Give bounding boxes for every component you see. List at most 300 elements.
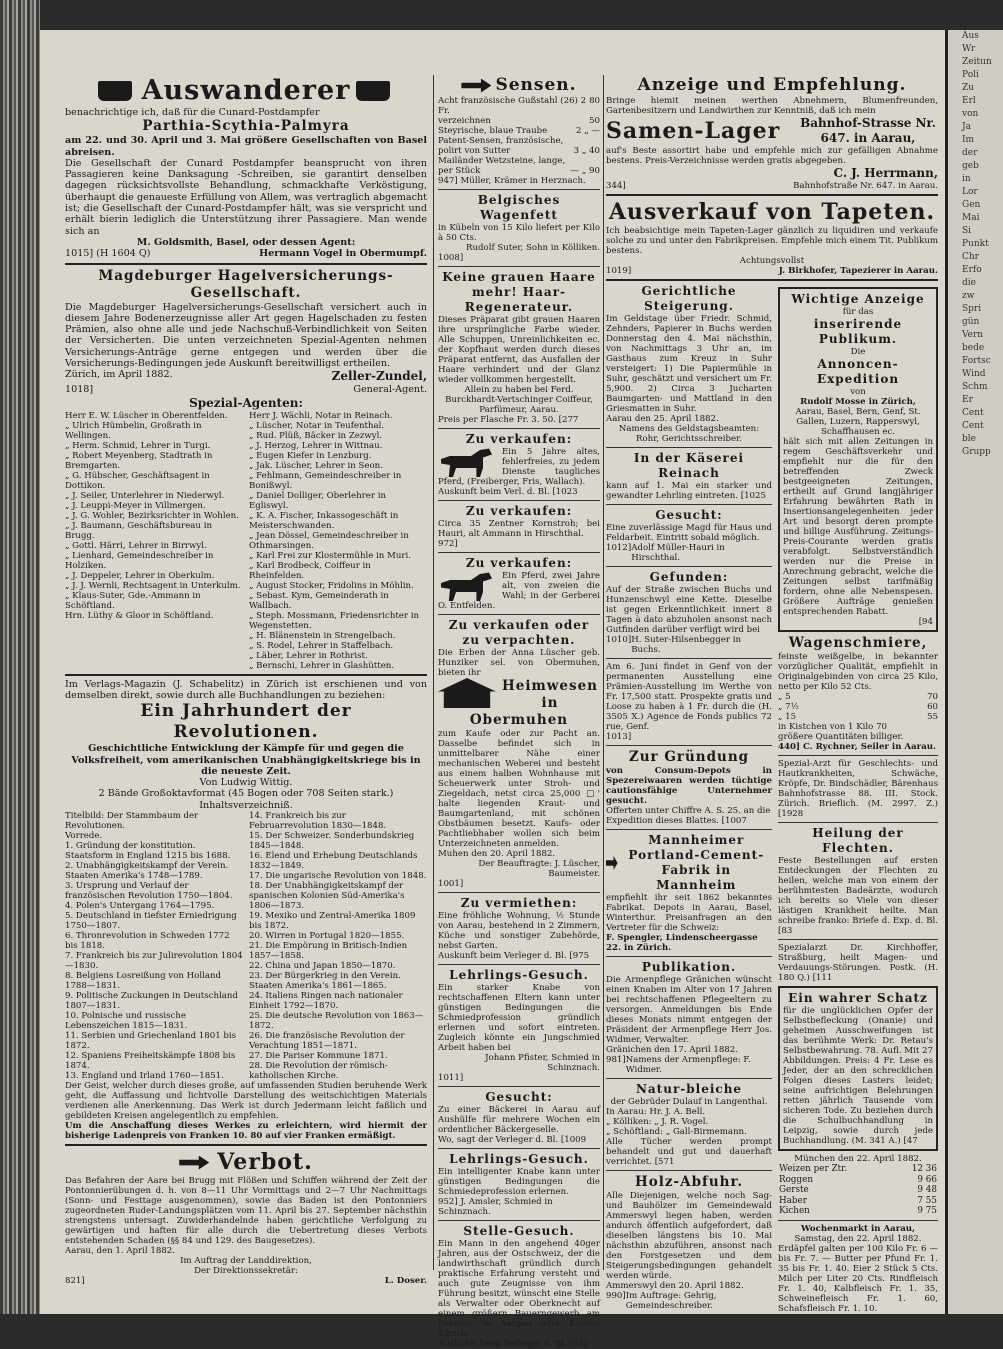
price-row — [438, 96, 600, 116]
divider — [606, 447, 772, 448]
agents-title: Spezial-Agenten: — [189, 395, 303, 410]
apprentice1-ref: 1011] — [438, 1073, 464, 1083]
steamship-icon — [356, 81, 390, 101]
agent-entry: „ H. Blänenstein in Strengelbach. — [249, 630, 396, 641]
toc-entry: 14. Frankreich bis zur Februarrevolution 1830—1848. — [249, 811, 387, 832]
price-value: 55 — [927, 712, 938, 722]
divider — [65, 263, 427, 265]
grease-ad — [778, 635, 938, 752]
divider — [606, 1170, 772, 1171]
agent-entry: „ Lienhard, Gemeindeschreiber in Holziken. — [65, 550, 214, 571]
toc-entry: 2. Unabhängigkeitskampf der Verein. Staaten Amerika's 1748—1789. — [65, 861, 229, 882]
straw-sale — [438, 504, 600, 549]
steamship-icon — [98, 81, 132, 101]
next-page-fragment: Cent — [962, 408, 984, 418]
emigrants-ref: 1015] (H 1604 Q) — [65, 248, 151, 260]
divider — [438, 964, 600, 965]
agent-entry: „ Herm. Schmid, Lehrer in Turgi. — [65, 440, 211, 451]
divider — [606, 956, 772, 957]
agent-entry: „ Klaus-Suter, Gde.-Ammann in Schöftland. — [65, 590, 201, 611]
agent-entry: „ Bernschi, Lehrer in Glashütten. — [249, 660, 395, 671]
agent-entry: „ Robert Meyenberg, Stadtrath in Bremgarten. — [65, 450, 213, 471]
market-grain: Kichen — [779, 1206, 810, 1216]
agent-entry: Hrn. Lüthy & Gloor in Schöftland. — [65, 610, 214, 621]
price-quantity: „ 7½ — [778, 702, 799, 712]
apprentice2-title: Lehrlings-Gesuch. — [449, 1152, 589, 1166]
box-body: hält sich mit allen Zeitungen in regem Geschäftsverkehr und empfiehlt nur die für den betreffenden Zweck bestgeeigneten Zeitungen, ertheilt auf Grund langjähriger Erfahrung bewährten Rath in Insertionsangelegenheiten jeder Art und besorgt deren prompte und billige Ausführung. Zeitungs-Preis-Courante werden gratis verabfolgt. Selbstverständlich werden nur die Preise in Anrechnung gebracht, welche die Zeitungen selbst tarifmäßig fordern, ohne alle Nebenspesen. Größere Aufträge genießen entsprechenden Rabatt. — [783, 437, 933, 617]
toc-entry: 12. Spaniens Freiheitskämpfe 1808 bis 1874. — [65, 1051, 236, 1072]
market-date: München den 22. April 1882. — [794, 1154, 922, 1164]
market-row — [778, 1164, 938, 1175]
box-the: Die — [850, 347, 866, 357]
next-page-fragment: Poli — [962, 70, 979, 80]
wallpaper-body: Ich beabsichtige mein Tapeten-Lager gänzlich zu liquidiren und verkaufe solche zu und unter den Fabrikpreisen. Empfehle mich einem Tit. Publikum bestens. — [606, 226, 938, 256]
agent-entry: „ J. Baumann, Geschäftsbureau in Brugg. — [65, 520, 212, 541]
next-page-fragment: zw — [962, 291, 975, 301]
lease-intro: Die Erben der Anna Lüscher geb. Hunziker sel. von Obermuhen, bieten ihr — [438, 648, 600, 678]
apprentice2-body: Ein intelligenter Knabe kann unter günstigen Bedingungen die Schmiedeprofession erlernen. — [438, 1167, 600, 1197]
apprentice2-ref: 952] J. Amsler, Schmied in Schinznach. — [438, 1197, 553, 1217]
coop-body: von Consum-Depots in Spezereiwaaren werden tüchtige cautionsfähige Unternehmer gesucht. — [606, 766, 772, 806]
wood-who: Im Auftrage: Gehrig, Gemeindeschreiber. — [625, 1291, 717, 1311]
toc-entry: 19. Mexiko und Zentral-Amerika 1809 bis 1872. — [249, 911, 416, 932]
clinic-ad: Spezialarzt Dr. Kirchhoffer, Straßburg, heilt Magen- und Verdauungs-Störungen. Postk. (H. 180 Q.) [111 — [778, 943, 938, 983]
divider — [438, 892, 600, 893]
seeds-body: auf's Beste assortirt habe und empfehle mich zur gefälligen Abnahme bestens. Preis-Verzeichnisse werden gratis abgegeben. — [606, 146, 938, 166]
hair-body: Dieses Präparat gibt grauen Haaren ihre ursprüngliche Farbe wieder. Alle Schuppen, Unreinlichkeiten ec. der Kopfhaut werden durch dieses Präparat entfernt, das Ausfallen der Haare verhindert und der Glanz wieder vollkommen hergestellt. — [438, 315, 600, 385]
toc-entry: 10. Polnische und russische Lebenszeichen 1815—1831. — [65, 1011, 188, 1032]
divider — [65, 674, 427, 676]
wood-ad — [606, 1174, 772, 1311]
toc-entry: 24. Italiens Ringen nach nationaler Einheit 1792—1870. — [249, 991, 403, 1012]
toc-entry: 6. Thronrevolution in Schweden 1772 bis 1818. — [65, 931, 230, 952]
agent-entry: „ Fehlmann, Gemeindeschreiber in Bonißwyl. — [249, 470, 402, 491]
price-row — [438, 166, 600, 176]
market-price: 12 36 — [911, 1164, 937, 1174]
hair-ad — [438, 270, 600, 425]
hair-sellers: Allein zu haben bei Ferd. Burckhardt-Vertschinger Coiffeur, Parfümeur, Aarau. — [445, 385, 593, 415]
sale2-title: Zu verkaufen: — [465, 504, 573, 518]
treasure-title: Ein wahrer Schatz — [788, 991, 928, 1005]
next-page-edge — [945, 30, 1003, 1314]
book-toc-title: Inhaltsverzeichniß. — [199, 799, 293, 811]
seeds-shop: Samen-Lager — [606, 117, 781, 144]
horse-sale-1 — [438, 432, 600, 497]
found-ad — [606, 570, 772, 655]
weekly-body: Erdäpfel galten per 100 Kilo Fr. 6 — bis Fr. 7. — Butter per Pfund Fr. 1. 35 bis Fr. 1. 40. Eier 2 Stück 5 Cts. Milch per Liter 20 Cts. Rindfleisch Fr. 1. 40, Kalbfleisch Fr. 1. 35, Schweinefleisch Fr. 1. 60, Schafsfleisch Fr. 1. 10. — [778, 1243, 938, 1314]
price-value: 3 „ 40 — [573, 146, 600, 156]
agent-entry: „ Karl Frei zur Klostermühle in Muri. — [249, 550, 411, 561]
book-ad — [65, 679, 427, 1141]
book-closing: Der Geist, welcher durch dieses große, auf umfassenden Studien beruhende Werk geht, die Auffassung und lichtvolle Darstellung des weitschichtigen Materials verdienen alle Anerkennung. Das Werk ist durch Jedermann leicht faßlich und gebildeten Kreisen angelegentlich zu empfehlen. — [65, 1081, 427, 1122]
next-page-fragment: Chr — [962, 252, 979, 262]
divider — [606, 1078, 772, 1079]
seeds-street: Bahnhof-Strasse Nr. 647. in Aarau, — [800, 116, 936, 145]
auction-title: Gerichtliche Steigerung. — [641, 284, 737, 313]
wagon-title: Belgisches Wagenfett — [477, 193, 561, 222]
sale1-title: Zu verkaufen: — [465, 432, 573, 446]
agents-list — [65, 411, 427, 671]
job-title: Stelle-Gesuch. — [463, 1224, 575, 1238]
toc-entry: Vorrede. — [65, 831, 103, 842]
next-page-fragment: Fortsc — [962, 356, 991, 366]
hail-insurance-ad — [65, 268, 427, 671]
hail-ref: 1018] — [65, 384, 94, 396]
price-item: polirt von Sutter — [438, 146, 511, 156]
price-item: Patent-Sensen, französische, — [438, 136, 564, 146]
price-item: per Stück — [438, 166, 481, 176]
lease-ref: 1001] — [438, 879, 464, 889]
bleach-agents — [606, 1107, 772, 1137]
toc-entry: 1. Gründung der konstitution. Staatsform in England 1215 bis 1688. — [65, 841, 231, 862]
bleach-body: Alle Tücher werden prompt behandelt und gut und dauerhaft verrichtet. [571 — [606, 1137, 772, 1167]
seeds-signer: C. J. Herrmann, — [833, 166, 938, 180]
toc-entry: 13. England und Irland 1760—1851. — [65, 1071, 224, 1082]
scythes-title: Sensen. — [495, 75, 577, 95]
wanted-title: Gesucht: — [485, 1090, 553, 1104]
lottery-ref: 1013] — [606, 732, 632, 742]
agent-entry: Herr E. W. Lüscher in Oberentfelden. — [65, 410, 228, 421]
coop-ref: Offerten unter Chiffre A. S. 25. an die Expedition dieses Blattes. [1007 — [606, 806, 771, 826]
price-item: Acht französische Gußstahl (26) 2 Fr. — [438, 96, 587, 116]
notice-body: Die Armenpflege Gränichen wünscht einen Knaben im Alter von 17 Jahren bei rechtschaffenen Pflegeeltern zu versorgen. Anmeldungen bis Ende dieses Monats nimmt entgegen der Präsident der Armenpflege Herr Jos. Widmer, Verwalter. — [606, 975, 772, 1045]
cement-rep: F. Spengler, Lindenscheergasse 22. in Zürich. — [606, 933, 758, 953]
emigrants-line2: am 22. und 30. April und 3. Mai größere Gesellschaften von Basel abreisen. — [65, 135, 427, 158]
toc-right — [249, 811, 427, 1081]
market-table — [778, 1164, 938, 1217]
toc-entry: 9. Politische Zuckungen in Deutschland 1807—1831. — [65, 991, 238, 1012]
book-offer: Um die Anschaffung dieses Werkes zu erleichtern, wird hiermit der bisherige Ladenpreis von Franken 10. 80 auf vier Franken ermäßigt. — [65, 1121, 427, 1142]
wagon-grease-ad — [438, 193, 600, 263]
agent-entry: „ Steph. Mossmann, Friedensrichter in Wegenstetten. — [249, 610, 420, 631]
price-row — [438, 136, 600, 146]
next-page-fragment: Lor — [962, 187, 978, 197]
toc-entry: 17. Die ungarische Revolution von 1848. — [249, 871, 427, 882]
grease-more: größere Quantitäten billiger. — [778, 732, 904, 742]
hail-title: Magdeburger Hagelversicherungs-Gesellschaft. — [98, 267, 394, 301]
cement-ad — [606, 833, 772, 953]
price-row — [438, 146, 600, 156]
column-3 — [606, 75, 938, 1314]
divider — [438, 552, 600, 553]
ban-place: Aarau, den 1. April 1882. — [65, 1246, 175, 1257]
agent-entry: „ J. Leuppi-Meyer in Villmergen. — [65, 500, 206, 511]
wallpaper-ad — [606, 199, 938, 276]
wanted-ref: Wo, sagt der Verleger d. Bl. [1009 — [438, 1135, 587, 1145]
rent-ref: Auskunft beim Verleger d. Bl. [975 — [438, 951, 590, 961]
next-page-fragment: Schm — [962, 382, 988, 392]
divider — [778, 1220, 938, 1221]
agent-entry: „ Eugen Kiefer in Lenzburg. — [249, 450, 372, 461]
divider — [438, 428, 600, 429]
next-page-fragment: Cent — [962, 421, 984, 431]
bleach-agent: „ Schöftland: „ Gall-Birmemann. — [606, 1127, 747, 1137]
toc-entry: 11. Serbien und Griechenland 1801 bis 1872. — [65, 1031, 237, 1052]
ban-notice — [65, 1149, 427, 1286]
box-expedition: Annoncen-Expedition — [816, 357, 900, 386]
treasure-ad — [778, 986, 938, 1151]
sale2-ref: 972] — [438, 539, 458, 549]
seeds-ref: 344] — [606, 181, 626, 191]
cheese-body: kann auf 1. Mai ein starker und gewandter Lehrling eintreten. [1025 — [606, 481, 772, 501]
agent-entry: „ J. Seiler, Unterlehrer in Niederwyl. — [65, 490, 225, 501]
hair-title: Keine grauen Haare mehr! Haar-Regenerateur. — [442, 270, 596, 314]
skin-title: Heilung der Flechten. — [812, 826, 904, 855]
grease-tin: in Kistchen von 1 Kilo 70 — [778, 722, 887, 732]
seeds-ad — [606, 75, 938, 191]
book-title: Ein Jahrhundert der Revolutionen. — [140, 701, 352, 743]
divider — [438, 1086, 600, 1087]
wanted-body: Zu einer Bäckerei in Aarau auf Aushülfe für mehrere Wochen ein ordentlicher Bäckergeselle. — [438, 1105, 600, 1135]
wallpaper-sign: Achtungsvollst — [739, 256, 805, 266]
notice-who: Namens der Armenpflege: F. Widmer. — [625, 1055, 751, 1075]
apprentice1-who: Johann Pfister, Schmied in Schinznach. — [485, 1053, 600, 1073]
next-page-fragment: gün — [962, 317, 980, 327]
toc-entry: 4. Polen's Untergang 1764—1795. — [65, 901, 215, 912]
ban-secretary: Der Direktionssekretär: — [194, 1266, 298, 1277]
divider — [438, 500, 600, 501]
box-ref: [94 — [918, 617, 933, 627]
price-row — [778, 712, 938, 722]
column-2 — [438, 75, 600, 1349]
next-page-fragment: Gen — [962, 200, 981, 210]
next-page-fragment: Im — [962, 135, 975, 145]
grease-seller: 440] C. Rychner, Seiler in Aarau. — [778, 742, 937, 752]
wagon-ref: 1008] — [438, 253, 464, 263]
auction-office: Namens des Geldstagsbeamten: Rohr, Gerichtsschreiber. — [618, 424, 760, 444]
emigrants-agent2: Hermann Vogel in Obermumpf. — [259, 248, 427, 260]
apprentice-ad-1 — [438, 968, 600, 1083]
apprentice1-body: Ein starker Knabe von rechtschaffenen Eltern kann unter günstigen Bedingungen die Schmiedprofession gründlich erlernen und sofort eintreten. Zugleich könnte ein Jungschmied Arbeit haben bei — [438, 983, 600, 1053]
next-page-fragment: Spri — [962, 304, 982, 314]
divider — [438, 1148, 600, 1149]
scythes-ad — [438, 75, 600, 186]
wood-body: Alle Diejenigen, welche noch Sag- und Bauhölzer im Gemeindewald Ammerswyl liegen haben, werden andurch öffentlich aufgefordert, daß dieselben längstens bis 10. Mai nächsthin abzuführen, ansonst nach den Forstgesetzen und dem Steigerungsbedingungen gehandelt werden würde. — [606, 1191, 772, 1281]
market-row — [778, 1206, 938, 1217]
agent-entry: „ Jean Dössel, Gemeindeschreiber in Othmarsingen. — [249, 530, 409, 551]
maid-who: Adolf Müller-Hauri in Hirschthal. — [631, 543, 725, 563]
divider — [438, 189, 600, 190]
maid-title: Gesucht: — [655, 508, 723, 522]
grease-title: Wagenschmiere, — [788, 635, 928, 651]
found-title: Gefunden: — [649, 570, 729, 584]
maid-wanted-ad — [606, 508, 772, 563]
auction-body: Im Geldstage über Friedr. Schmid, Zehnders, Papierer in Buchs werden Donnerstag den 4. Mai nächsthin, von Nachmittags 3 Uhr an, im Gasthaus zum Kreuz in Suhr versteigert: 1) Die Papiermühle in Suhr, geschätzt und versichert um Fr. 5,900. 2) Circa 3 Jucharten Baumgarten- und Mattland in den Griesmatten in Suhr. — [606, 314, 772, 414]
bleach-title: Natur-bleiche — [635, 1082, 743, 1096]
emigrants-ships: Parthia-Scythia-Palmyra — [142, 118, 350, 135]
toc-entry: 25. Die deutsche Revolution von 1863—1872. — [249, 1011, 424, 1032]
publication-notice — [606, 960, 772, 1075]
wood-place: Ammerswyl den 20. April 1882. — [606, 1281, 744, 1291]
seeds-intro: Bringe hiemit meinen werthen Abnehmern, Blumenfreunden, Gartenbesitzern und Landwirthen zur Kenntniß, daß ich mein — [606, 96, 938, 116]
coop-title: Zur Gründung — [628, 749, 750, 765]
agent-entry: „ Jak. Lüscher, Lehrer in Seon. — [249, 460, 383, 471]
grease-prices — [778, 692, 938, 722]
apprentice-ad-2 — [438, 1152, 600, 1217]
baker-wanted-ad — [438, 1090, 600, 1145]
price-row — [438, 156, 600, 166]
column-rule — [603, 75, 604, 1270]
market-price: 9 48 — [917, 1185, 937, 1195]
agents-left — [65, 411, 243, 671]
divider — [438, 266, 600, 267]
next-page-fragment: Zu — [962, 83, 975, 93]
book-volumes: 2 Bände Großoktavformat (45 Bogen oder 708 Seiten stark.) — [98, 788, 394, 800]
divider — [606, 504, 772, 505]
column-1 — [65, 75, 427, 1287]
price-item: Mailänder Wetzsteine, lange, — [438, 156, 566, 166]
agents-right — [249, 411, 427, 671]
horse-sale-2 — [438, 556, 600, 611]
wallpaper-ref: 1019] — [606, 266, 632, 276]
toc-entry: 27. Die Pariser Kommune 1871. — [249, 1051, 388, 1062]
lease-body: zum Kaufe oder zur Pacht an. Dasselbe befindet sich in unmittelbarer Nähe einer mechanischen Weberei und besteht aus einem halben Wohnhause mit Scheuerwerk unter Stroh- und Ziegeldach, netst circa 25,000 □' halte liegenden Kraut- und Baumgartenland, mit schönen Obstbäumen besetzt. Kaufs- oder Pachtliebhaber wollen sich beim Unterzeichneten anmelden. — [438, 729, 600, 849]
next-page-fragment: geb — [962, 161, 979, 171]
lease-place: Muhen den 20. April 1882. — [438, 849, 556, 859]
bleach-agent: „ Kölliken: „ J. R. Vogel. — [606, 1117, 709, 1127]
divider — [778, 822, 938, 823]
pointing-hand-icon — [461, 79, 491, 93]
divider — [606, 745, 772, 746]
market-grain: Haber — [779, 1195, 807, 1206]
job-body: Ein Mann in den angehend 40ger Jahren, aus der Ostschweiz, der die landwirthschaft gründlich durch praktische Erfahrung versteht und auch gute Zeugnisse von ihm Führung besitzt, wünscht eine Stelle als Verwalter oder Oberknecht auf einem größern Bauerngewerb am liebsten im Aargau oder Kanton Zürich. — [438, 1239, 600, 1339]
sale3-title: Zu verkaufen: — [465, 556, 573, 570]
cheese-dairy-ad — [606, 451, 772, 501]
toc-entry: 7. Frankreich bis zur Julirevolution 1804—1830. — [65, 951, 243, 972]
next-page-fragment: Vern — [962, 330, 984, 340]
emigrants-agent: M. Goldsmith, Basel, oder dessen Agent: — [136, 236, 356, 248]
box-from: von — [850, 387, 866, 397]
cheese-title: In der Käserei Reinach — [633, 451, 745, 480]
next-page-fragment: Si — [962, 226, 972, 236]
sale1-ref: Auskunft beim Verl. d. Bl. [1023 — [438, 487, 578, 497]
divider — [606, 658, 772, 659]
emigrants-line1: benachrichtige ich, daß für die Cunard-Postdampfer — [65, 107, 320, 118]
column-3-right — [778, 284, 938, 1314]
next-page-fragment: Erl — [962, 96, 976, 106]
property-ad — [438, 618, 600, 889]
next-page-fragment: Er — [962, 395, 973, 405]
next-page-fragment: Zeitun — [962, 57, 992, 67]
agent-entry: „ K. A. Fischer, Inkassogeschäft in Meisterschwanden. — [249, 510, 399, 531]
wagon-seller: Rudolf Suter, Sohn in Kölliken. — [466, 243, 600, 253]
toc-entry: 8. Belgiens Losreißung von Holland 1788—1831. — [65, 971, 221, 992]
book-intro: Im Verlags-Magazin (J. Schabelitz) in Zürich ist erschienen und von demselben direkt, sowie durch alle Buchhandlungen zu beziehen: — [65, 678, 427, 701]
market-grain: Weizen per Ztr. — [779, 1164, 848, 1174]
left-book-edge — [0, 0, 40, 1314]
price-row — [778, 702, 938, 712]
hair-price: Preis per Flasche Fr. 3. 50. [277 — [438, 415, 579, 425]
seeds-address: Bahnhofstraße Nr. 647. in Aarau. — [793, 181, 938, 191]
price-value: 60 — [927, 702, 938, 712]
next-page-fragment: Wind — [962, 369, 986, 379]
book-frontispiece: Titelbild: Der Stammbaum der Revolutionen. — [65, 811, 199, 832]
divider — [438, 614, 600, 615]
maid-body: Eine zuverlässige Magd für Haus und Feldarbeit. Eintritt sobald möglich. — [606, 523, 772, 543]
ban-authority: Im Auftrag der Landdirektion, — [180, 1256, 312, 1267]
price-value: 2 „ — — [576, 126, 600, 136]
box-firm: Rudolf Mosse in Zürich, — [800, 397, 916, 407]
box-title: Wichtige Anzeige — [791, 292, 925, 306]
pointing-hand-icon — [606, 856, 618, 870]
weekly-date: Samstag, den 22. April 1882. — [794, 1233, 922, 1244]
market-grain: Gerste — [779, 1185, 809, 1195]
treasure-body: für die unglücklichen Opfer der Selbstbefleckung (Onanie) und geheimen Ausschweifungen ist das berühmte Werk: Dr. Retau's Selbstbewahrung. 78. Aufl. Mit 27 Abbildungen. Preis: 4 Fr. Lese es Jeder, der an den schrecklichen Folgen dieses Lasters leidet; seine aufrichtigen Belehrungen retten jährlich Tausende vom sicheren Tode. Zu beziehen durch die Schulbuchhandlung in Leipzig, sowie durch jede Buchhandlung. (M. 341 A.) [47 — [783, 1006, 933, 1146]
toc-entry: 21. Die Empörung in Britisch-Indien 1857—1858. — [249, 941, 408, 962]
divider — [606, 566, 772, 567]
divider — [438, 1220, 600, 1221]
next-page-fragment: Punkt — [962, 239, 989, 249]
price-quantity: „ 15 — [778, 712, 797, 722]
lottery-body: Am 6. Juni findet in Genf von der permanenten Ausstellung eine Prämien-Ausstellung im Werthe von Fr. 17,500 statt. Prospekte gratis und Loose zu haben à 1 Fr. durch die (H. 3505 X.) Agence de Fonds publics 72 rue, Genf. — [606, 662, 772, 732]
agent-entry: „ G. Hübscher, Geschäftsagent in Dottikon. — [65, 470, 210, 491]
agent-entry: „ Gottl. Härri, Lehrer in Birrwyl. — [65, 540, 207, 551]
rent-body: Eine fröhliche Wohnung, ½ Stunde von Aarau, bestehend in 2 Zimmern, Küche und sonstiger Zubehörde, nebst Garten. — [438, 911, 600, 951]
toc-entry: 22. China und Japan 1850—1870. — [249, 961, 396, 972]
found-who: H. Suter-Hilsenbegger in Buchs. — [631, 635, 741, 655]
next-page-fragment: Mai — [962, 213, 980, 223]
book-author: Von Ludwig Wittig. — [199, 777, 293, 789]
next-page-fragment: der — [962, 148, 978, 158]
seeds-title: Anzeige und Empfehlung. — [637, 75, 907, 95]
toc-entry: 3. Ursprung und Verlauf der französischen Revolution 1750—1804. — [65, 881, 233, 902]
agent-entry: „ J. G. Wohler, Bezirksrichter in Wohlen. — [65, 510, 239, 521]
auction-notice — [606, 284, 772, 444]
emigrants-ad — [65, 75, 427, 260]
market-row — [778, 1196, 938, 1207]
column-rule — [433, 75, 434, 1270]
lease-agent: Der Beauftragte: J. Lüscher, Baumeister. — [478, 859, 600, 879]
next-page-fragment: Erfo — [962, 265, 982, 275]
divider — [606, 279, 938, 281]
lease-title: Zu verkaufen oder zu verpachten. — [448, 618, 590, 647]
ban-signer: L. Doser. — [384, 1276, 427, 1287]
job-wanted-ad — [438, 1224, 600, 1349]
agent-entry: „ J. Herzog, Lehrer in Wittnau. — [249, 440, 383, 451]
grease-body: feinste weißgelbe, in bekannter vorzüglicher Qualität, empfiehlt in Originalgebinden von circa 25 Kilo, netto per Kilo 52 Cts. — [778, 652, 938, 692]
coop-ad — [606, 749, 772, 826]
next-page-fragment: in — [962, 174, 971, 184]
next-page-fragment: Aus — [962, 31, 979, 41]
notice-title: Publikation. — [641, 960, 737, 974]
wagon-body: in Kübeln von 15 Kilo liefert per Kilo à 50 Cts. — [438, 223, 600, 243]
market-grain: Roggen — [779, 1174, 814, 1185]
pointing-hand-icon — [179, 1156, 209, 1170]
hail-company: Zeller-Zundel, — [331, 369, 427, 384]
doctor-ad: Spezial-Arzt für Geschlechts- und Hautkrankheiten, Schwäche, Kröpfe, Dr. Bindschädler, Bärenhaus Bahnhofstrasse 88. III. Stock. Zürich. Brieflich. (M. 2997. Z.) [1928 — [778, 759, 938, 819]
toc-entry: 20. Wirren in Portugal 1820—1855. — [249, 931, 405, 942]
agent-entry: „ Rud. Plüß, Bäcker in Zezwyl. — [249, 430, 383, 441]
toc-entry: 15. Der Schweizer. Sonderbundskrieg 1845—1848. — [249, 831, 415, 852]
agent-entry: „ Karl Brodbeck, Coiffeur in Rheinfelden. — [249, 560, 371, 581]
wallpaper-title: Ausverkauf von Tapeten. — [608, 199, 936, 225]
rent-title: Zu vermiethen: — [460, 896, 578, 910]
market-price: 9 66 — [917, 1174, 937, 1185]
next-page-fragment: die — [962, 278, 976, 288]
next-page-fragment: Ja — [962, 122, 971, 132]
wallpaper-seller: J. Birkhofer, Tapezierer in Aarau. — [778, 266, 938, 276]
lottery-ad — [606, 662, 772, 742]
auction-place: Aarau den 25. April 1882. — [606, 414, 719, 424]
hail-body: Die Magdeburger Hagelversicherungs-Gesellschaft versichert auch in diesem Jahre Bodenerzeugnisse aller Art gegen Hagelschaden zu festen Prämien, also ohne alle und jede Nachschuß-Verbindlichkeit von Seiten der Versicherten. Die unten verzeichneten Spezial-Agenten nehmen Versicherungs-Anträge gerne entgegen und werden über die Versicherungs-Bedingungen jede Auskunft bereitwilligst ertheilen. — [65, 301, 427, 370]
weekly-market — [778, 1224, 938, 1314]
sale2-body: Circa 35 Zentner Kornstroh; bei Hauri, alt Ammann in Hirschthal. — [438, 519, 600, 539]
price-item: verzeichnen — [438, 116, 491, 126]
skin-ad — [778, 826, 938, 936]
ban-body: Das Befahren der Aare bei Brugg mit Flößen und Schiffen während der Zeit der Pontonnierübungen d. h. von 8—11 Uhr Vormittags und 2—7 Uhr Nachmittags (Sonn- und Festtage ausgenommen), sowie das Baden ist den Pontonniers zugeordneten Ruder-Landungsplätzen vom 11. April bis 27. September nächsthin strengstens untersagt. Zuwiderhandelnde haben gerichtliche Verfolgung zu gewärtigen und haften für alle durch die Uebertretung dieses Verbots entstehenden Schaden (§§ 84 und 129. des Baugesetzes). — [65, 1176, 427, 1247]
found-ref: 1010] — [606, 635, 632, 645]
next-page-fragment: bede — [962, 343, 985, 353]
